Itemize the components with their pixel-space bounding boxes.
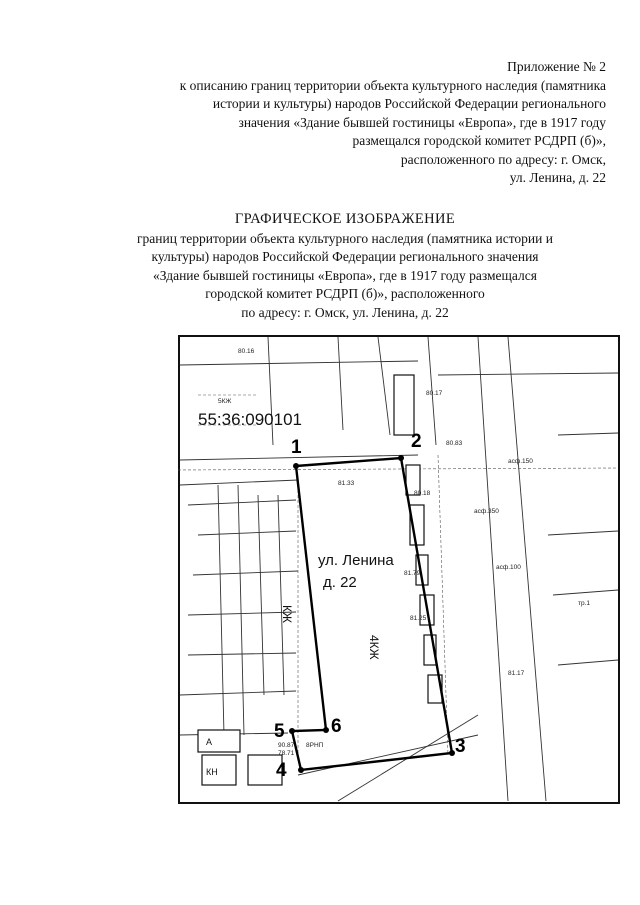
elevation: 78.71: [278, 750, 295, 757]
street-label: ул. Ленина: [318, 552, 394, 569]
elevation: 90.87: [278, 742, 295, 749]
point-label-6: 6: [331, 716, 342, 737]
vertex-4: [298, 767, 304, 773]
survey-note: тр.1: [578, 600, 591, 607]
survey-note: 8РНП: [306, 742, 324, 749]
heading-line: «Здание бывшей гостиницы «Европа», где в 1917 году размещался: [153, 267, 537, 283]
heading-title: ГРАФИЧЕСКОЕ ИЗОБРАЖЕНИЕ: [234, 211, 456, 227]
skzh-label: 5КЖ: [218, 398, 232, 405]
boundary-map: [178, 335, 620, 804]
heading-line: по адресу: г. Омск, ул. Ленина, д. 22: [241, 304, 449, 320]
annex-line: размещался городской комитет РСДРП (б)»,: [352, 133, 606, 148]
heading-line: границ территории объекта культурного наследия (памятника истории и: [137, 230, 553, 246]
elevation: 81.25: [410, 615, 427, 622]
annex-header: [86, 58, 606, 188]
document-heading: [60, 210, 630, 322]
annex-line: значения «Здание бывшей гостиницы «Европа», где в 1917 году: [238, 114, 606, 130]
elevation: 81.17: [508, 670, 525, 677]
point-label-2: 2: [411, 431, 422, 452]
elevation: 81.33: [338, 480, 355, 487]
annex-line: к описанию границ территории объекта культурного наследия (памятника: [179, 77, 606, 93]
vertex-1: [293, 463, 299, 469]
elevation: 80.83: [446, 440, 463, 447]
point-label-4: 4: [276, 760, 287, 781]
house-label: д. 22: [323, 574, 357, 591]
a-mark: А: [206, 737, 213, 747]
neighbor-mark: КЖ: [280, 605, 294, 624]
elevation: 80.18: [414, 490, 431, 497]
survey-note: асф.100: [496, 564, 521, 571]
elevation: 80.17: [426, 390, 443, 397]
vertex-6: [323, 727, 329, 733]
heading-line: культуры) народов Российской Федерации регионального значения: [151, 249, 539, 264]
elevation: 80.16: [238, 348, 255, 355]
point-label-5: 5: [274, 721, 285, 742]
point-label-3: 3: [455, 736, 466, 757]
survey-note: асф.350: [474, 508, 499, 515]
kn-mark: КН: [206, 767, 218, 777]
annex-line: истории и культуры) народов Российской Федерации регионального: [212, 96, 606, 111]
cadastral-number: 55:36:090101: [198, 410, 302, 429]
annex-line: расположенного по адресу: г. Омск,: [400, 151, 606, 167]
survey-note: асф.150: [508, 458, 533, 465]
vertex-2: [398, 455, 404, 461]
annex-line: Приложение № 2: [507, 59, 606, 74]
building-mark: 4КЖ: [367, 635, 381, 660]
elevation: 81.79: [404, 570, 421, 577]
point-label-1: 1: [291, 437, 302, 458]
annex-line: ул. Ленина, д. 22: [509, 170, 606, 185]
heading-line: городской комитет РСДРП (б)», расположенного: [205, 286, 485, 301]
vertex-5: [289, 728, 295, 734]
